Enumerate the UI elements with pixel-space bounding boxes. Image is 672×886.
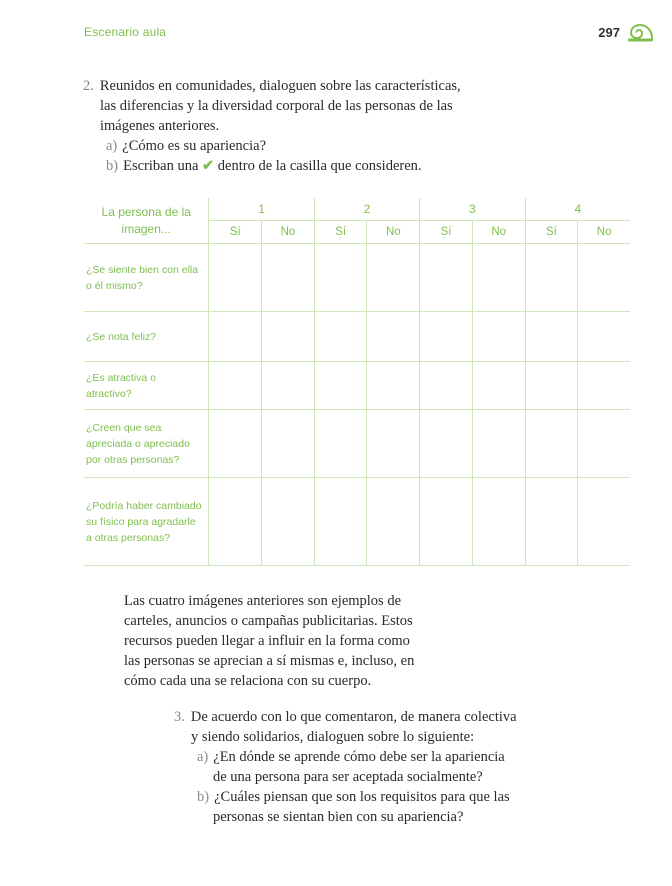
check-cell[interactable] bbox=[472, 362, 525, 410]
check-cell[interactable] bbox=[209, 362, 262, 410]
check-cell[interactable] bbox=[420, 312, 473, 362]
check-cell[interactable] bbox=[209, 478, 262, 566]
check-cell[interactable] bbox=[420, 244, 473, 312]
column-number: 3 bbox=[420, 198, 525, 221]
sub-question-a: a) ¿En dónde se aprende cómo debe ser la apariencia bbox=[197, 749, 505, 765]
row-question: ¿Podría haber cambiado su físico para agradarle a otras personas? bbox=[84, 478, 209, 566]
check-cell[interactable] bbox=[420, 362, 473, 410]
sub-question-b-cont: personas se sientan bien con su apariencia? bbox=[213, 809, 464, 825]
table-row bbox=[84, 312, 630, 362]
page-header-right bbox=[598, 22, 654, 42]
table-row bbox=[84, 244, 630, 312]
check-cell[interactable] bbox=[578, 478, 630, 566]
check-cell[interactable] bbox=[578, 410, 630, 478]
question-3 bbox=[174, 707, 517, 827]
check-cell[interactable] bbox=[209, 410, 262, 478]
check-cell[interactable] bbox=[314, 362, 367, 410]
sub-question-b: b) Escriban una ✔ dentro de la casilla que consideren. bbox=[106, 158, 422, 174]
column-no: No bbox=[472, 221, 525, 244]
spiral-icon bbox=[626, 22, 654, 42]
check-cell[interactable] bbox=[525, 478, 578, 566]
check-cell[interactable] bbox=[578, 312, 630, 362]
check-cell[interactable] bbox=[209, 312, 262, 362]
sub-question-a: a) ¿Cómo es su apariencia? bbox=[106, 138, 266, 154]
column-no: No bbox=[367, 221, 420, 244]
check-cell[interactable] bbox=[367, 312, 420, 362]
question-text: imágenes anteriores. bbox=[100, 118, 220, 134]
question-text: y siendo solidarios, dialoguen sobre lo siguiente: bbox=[191, 729, 475, 745]
check-cell[interactable] bbox=[367, 410, 420, 478]
check-cell[interactable] bbox=[367, 244, 420, 312]
info-paragraph: Las cuatro imágenes anteriores son ejemplos de carteles, anuncios o campañas publicitarias. Estos recursos pueden llegar a influir en la forma como las personas se aprecian a sí mismas e, incluso, en cómo cada una se relaciona con su cuerpo. bbox=[124, 593, 415, 689]
check-cell[interactable] bbox=[472, 244, 525, 312]
sub-question-a-cont: de una persona para ser aceptada socialmente? bbox=[213, 769, 483, 785]
check-cell[interactable] bbox=[472, 312, 525, 362]
row-question: ¿Se nota feliz? bbox=[84, 312, 209, 362]
check-cell[interactable] bbox=[472, 478, 525, 566]
column-no: No bbox=[578, 221, 630, 244]
check-cell[interactable] bbox=[525, 362, 578, 410]
check-cell[interactable] bbox=[472, 410, 525, 478]
check-cell[interactable] bbox=[367, 478, 420, 566]
column-number: 2 bbox=[314, 198, 419, 221]
column-yes: Sí bbox=[525, 221, 578, 244]
check-cell[interactable] bbox=[314, 478, 367, 566]
check-cell[interactable] bbox=[420, 410, 473, 478]
check-cell[interactable] bbox=[420, 478, 473, 566]
check-cell[interactable] bbox=[314, 410, 367, 478]
checkmark-icon: ✔ bbox=[202, 158, 215, 174]
column-yes: Sí bbox=[314, 221, 367, 244]
row-question: ¿Se siente bien con ella o él mismo? bbox=[84, 244, 209, 312]
page-number: 297 bbox=[598, 24, 620, 40]
row-question: ¿Es atractiva o atractivo? bbox=[84, 362, 209, 410]
check-cell[interactable] bbox=[262, 410, 315, 478]
column-number: 1 bbox=[209, 198, 314, 221]
question-text: las diferencias y la diversidad corporal de las personas de las bbox=[100, 98, 453, 114]
question-text: De acuerdo con lo que comentaron, de manera colectiva bbox=[190, 709, 517, 725]
check-cell[interactable] bbox=[367, 362, 420, 410]
check-cell[interactable] bbox=[314, 312, 367, 362]
column-yes: Sí bbox=[420, 221, 473, 244]
check-cell[interactable] bbox=[314, 244, 367, 312]
column-number: 4 bbox=[525, 198, 630, 221]
column-no: No bbox=[262, 221, 315, 244]
check-cell[interactable] bbox=[578, 362, 630, 410]
section-title: Escenario aula bbox=[84, 25, 167, 39]
evaluation-table bbox=[84, 198, 630, 566]
table-row bbox=[84, 478, 630, 566]
question-2 bbox=[83, 76, 461, 176]
check-cell[interactable] bbox=[578, 244, 630, 312]
check-cell[interactable] bbox=[525, 312, 578, 362]
sub-question-b: b) ¿Cuáles piensan que son los requisitos para que las bbox=[197, 789, 510, 805]
check-cell[interactable] bbox=[525, 410, 578, 478]
check-cell[interactable] bbox=[262, 362, 315, 410]
check-cell[interactable] bbox=[262, 244, 315, 312]
question-text: Reunidos en comunidades, dialoguen sobre las características, bbox=[99, 78, 461, 94]
check-cell[interactable] bbox=[209, 244, 262, 312]
check-cell[interactable] bbox=[525, 244, 578, 312]
table-row bbox=[84, 362, 630, 410]
check-cell[interactable] bbox=[262, 312, 315, 362]
row-question: ¿Creen que sea apreciada o apreciado por otras personas? bbox=[84, 410, 209, 478]
table-row bbox=[84, 410, 630, 478]
column-yes: Sí bbox=[209, 221, 262, 244]
table-head-label: La persona de la imagen... bbox=[84, 198, 209, 244]
question-number: 2. bbox=[83, 78, 94, 94]
question-number: 3. bbox=[174, 709, 185, 725]
check-cell[interactable] bbox=[262, 478, 315, 566]
